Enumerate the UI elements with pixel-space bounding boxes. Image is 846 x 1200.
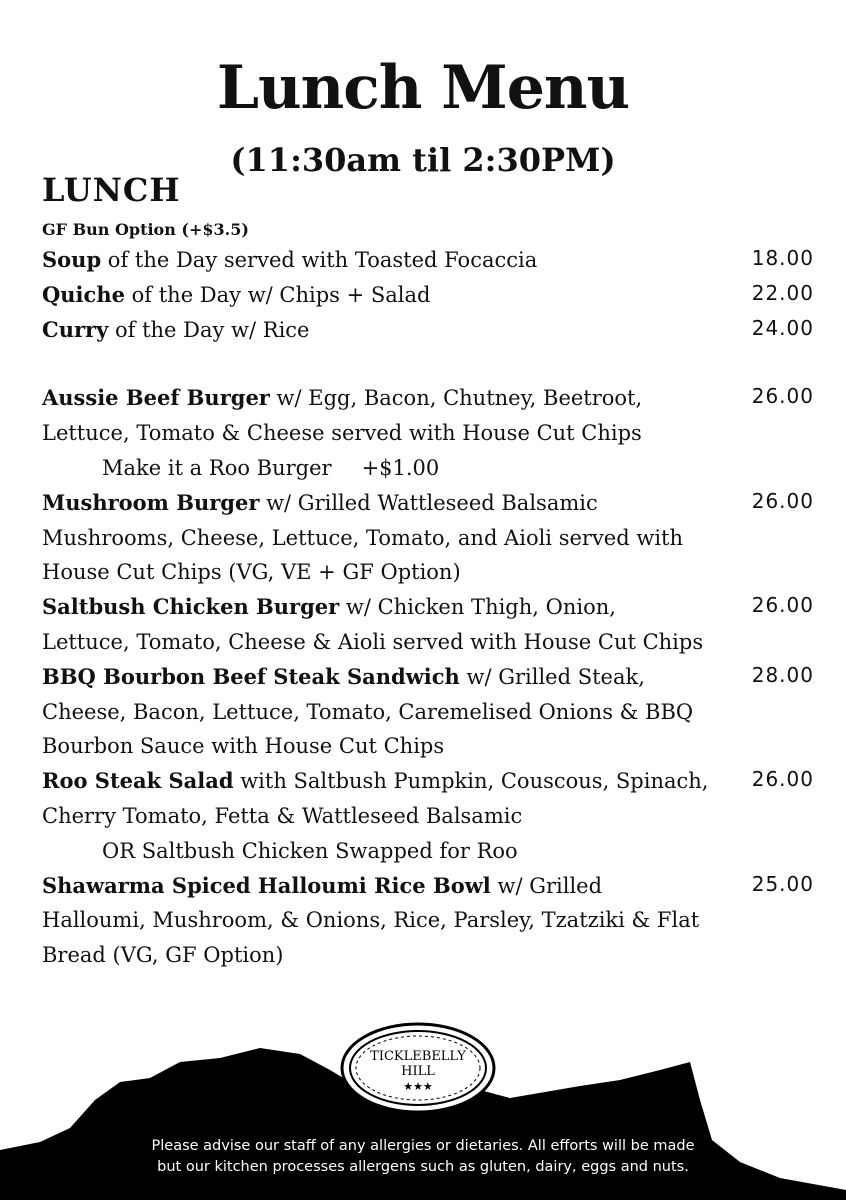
section-heading: LUNCH <box>42 171 181 209</box>
item-description <box>42 590 710 660</box>
service-hours-text: (11:30am til 2:30PM) <box>230 141 616 179</box>
item-price: 22.00 <box>751 280 814 305</box>
menu-item <box>42 313 822 348</box>
item-name: Shawarma Spiced Halloumi Rice Bowl <box>42 872 491 898</box>
logo-line1: TICKLEBELLY <box>370 1049 466 1064</box>
menu-item <box>42 243 822 278</box>
menu-list <box>42 243 822 973</box>
item-details: w/ Grilled Steak, Cheese, Bacon, Lettuce, Tomato, Caremelised Onions & BBQ Bourbon Sauce with House Cut Chips <box>42 664 694 759</box>
item-description <box>42 381 710 485</box>
item-price: 26.00 <box>751 593 814 618</box>
item-description <box>42 486 710 590</box>
item-price: 24.00 <box>751 315 814 340</box>
item-description <box>42 313 710 348</box>
item-name: Soup <box>42 247 102 272</box>
menu-title: Lunch Menu <box>216 53 630 123</box>
item-details: w/ Grilled Wattleseed Balsamic Mushrooms, Cheese, Lettuce, Tomato, and Aioli served with House Cut Chips (VG, VE + GF Option) <box>42 490 684 585</box>
item-price: 18.00 <box>751 246 814 270</box>
allergen-disclaimer <box>0 1136 846 1178</box>
menu-item <box>42 764 822 868</box>
disclaimer-line-1: Please advise our staff of any allergies or dietaries. All efforts will be made <box>151 1138 695 1154</box>
disclaimer-line-2: but our kitchen processes allergens such as gluten, dairy, eggs and nuts. <box>157 1159 689 1175</box>
item-details: of the Day w/ Rice <box>108 317 310 342</box>
item-name: Quiche <box>42 281 125 307</box>
item-description <box>42 660 710 764</box>
item-details: w/ Egg, Bacon, Chutney, Beetroot, Lettuce, Tomato & Cheese served with House Cut Chips <box>42 386 643 446</box>
menu-item <box>42 278 822 313</box>
menu-item <box>42 660 822 764</box>
item-details: w/ Chicken Thigh, Onion, Lettuce, Tomato, Cheese & Aioli served with House Cut Chips <box>42 595 704 654</box>
item-name: Saltbush Chicken Burger <box>42 594 340 620</box>
item-option-price: +$1.00 <box>361 455 440 480</box>
menu-item <box>42 381 822 485</box>
menu-item <box>42 486 822 590</box>
item-price: 26.00 <box>751 767 814 792</box>
item-price: 26.00 <box>751 384 814 409</box>
item-description <box>42 869 710 973</box>
item-name: Curry <box>42 316 109 342</box>
menu-item <box>42 869 822 973</box>
item-price: 25.00 <box>751 871 814 896</box>
item-description <box>42 243 710 278</box>
ticklebelly-hill-logo <box>338 1020 498 1116</box>
item-details: of the Day w/ Chips + Salad <box>124 282 431 307</box>
item-name: Roo Steak Salad <box>42 768 234 794</box>
item-description <box>42 278 710 313</box>
item-name: BBQ Bourbon Beef Steak Sandwich <box>42 663 460 689</box>
menu-item <box>42 590 822 660</box>
item-option-label: Make it a Roo Burger <box>102 455 332 480</box>
item-price: 26.00 <box>751 488 814 513</box>
item-details: with Saltbush Pumpkin, Couscous, Spinach, Cherry Tomato, Fetta & Wattleseed Balsamic <box>42 769 709 828</box>
item-price: 28.00 <box>751 662 814 687</box>
item-description <box>42 764 710 868</box>
gf-bun-note: GF Bun Option (+$3.5) <box>42 220 249 239</box>
item-option <box>42 834 710 869</box>
item-option <box>42 451 710 486</box>
item-option-label: OR Saltbush Chicken Swapped for Roo <box>102 838 518 863</box>
logo-line2: HILL <box>401 1064 435 1079</box>
item-name: Aussie Beef Burger <box>42 385 270 411</box>
item-details: w/ Grilled Halloumi, Mushroom, & Onions, Rice, Parsley, Tzatziki & Flat Bread (VG, GF Option) <box>42 873 700 968</box>
item-details: of the Day served with Toasted Focaccia <box>101 248 538 272</box>
logo-stars: ★★★ <box>403 1080 433 1093</box>
item-name: Mushroom Burger <box>42 489 260 515</box>
